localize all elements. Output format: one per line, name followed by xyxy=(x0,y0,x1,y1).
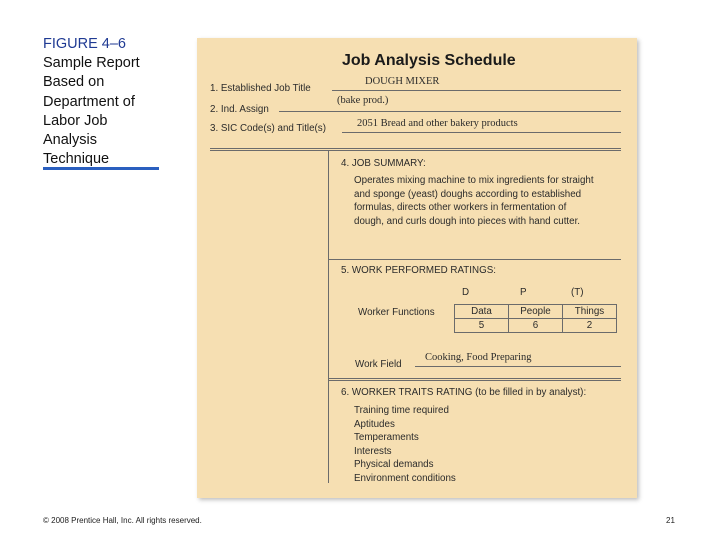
field-label-job-title: 1. Established Job Title xyxy=(210,83,311,94)
field-label-ind-assign: 2. Ind. Assign xyxy=(210,104,269,115)
field-underline xyxy=(279,111,621,112)
caption-underline xyxy=(43,167,159,170)
value-people: 6 xyxy=(509,319,563,333)
job-summary-heading: 4. JOB SUMMARY: xyxy=(341,158,426,169)
figure-number: FIGURE 4–6 xyxy=(43,36,126,52)
worker-functions-table xyxy=(454,304,617,333)
list-item: Training time required xyxy=(354,405,449,416)
list-item: Physical demands xyxy=(354,459,434,470)
rating-letter-d: D xyxy=(462,287,470,298)
job-summary-text: Operates mixing machine to mix ingredients for straight and sponge (yeast) doughs according to established formulas, directs other workers in fermentation of dough, and curls dough into pieces with hand cutter. xyxy=(354,175,594,227)
work-field-label: Work Field xyxy=(355,359,402,370)
field-label-sic-code: 3. SIC Code(s) and Title(s) xyxy=(210,123,326,134)
rating-letter-p: P xyxy=(520,287,527,298)
value-things: 2 xyxy=(563,319,617,333)
section-vertical-rule xyxy=(328,151,329,483)
field-value-job-title: DOUGH MIXER xyxy=(365,76,440,87)
field-value-sic-code: 2051 Bread and other bakery products xyxy=(357,118,518,129)
caption-line: Technique xyxy=(43,151,110,168)
work-field-underline xyxy=(415,366,621,367)
work-field-value: Cooking, Food Preparing xyxy=(425,352,532,363)
section-divider xyxy=(328,378,621,381)
schedule-title: Job Analysis Schedule xyxy=(342,52,516,69)
worker-traits-list xyxy=(354,404,456,485)
list-item: Environment conditions xyxy=(354,472,456,484)
section-divider xyxy=(328,259,621,260)
caption-line: Based on xyxy=(43,74,105,91)
copyright-notice: © 2008 Prentice Hall, Inc. All rights reserved. xyxy=(43,516,202,525)
list-item: Interests xyxy=(354,445,392,457)
list-item: Aptitudes xyxy=(354,418,395,430)
column-people: People xyxy=(509,305,563,319)
rating-letter-t: (T) xyxy=(571,287,584,298)
field-underline xyxy=(332,90,621,91)
value-data: 5 xyxy=(455,319,509,333)
caption-line: Sample Report xyxy=(43,55,140,72)
job-analysis-schedule-card xyxy=(197,38,637,498)
column-things: Things xyxy=(563,305,617,319)
caption-line: Department of xyxy=(43,93,135,110)
field-underline xyxy=(342,132,621,133)
caption-line: Labor Job xyxy=(43,112,108,129)
page-number: 21 xyxy=(666,516,675,525)
worker-traits-heading: 6. WORKER TRAITS RATING (to be filled in by analyst): xyxy=(341,387,587,398)
worker-functions-label: Worker Functions xyxy=(358,307,435,318)
table-header-row xyxy=(455,305,617,319)
table-value-row xyxy=(455,319,617,333)
list-item: Temperaments xyxy=(354,432,419,443)
column-data: Data xyxy=(455,305,509,319)
section-divider xyxy=(210,148,621,151)
caption-line: Analysis xyxy=(43,132,97,149)
field-value-ind-assign: (bake prod.) xyxy=(337,95,389,106)
figure-caption xyxy=(43,35,163,169)
work-performed-heading: 5. WORK PERFORMED RATINGS: xyxy=(341,265,496,276)
